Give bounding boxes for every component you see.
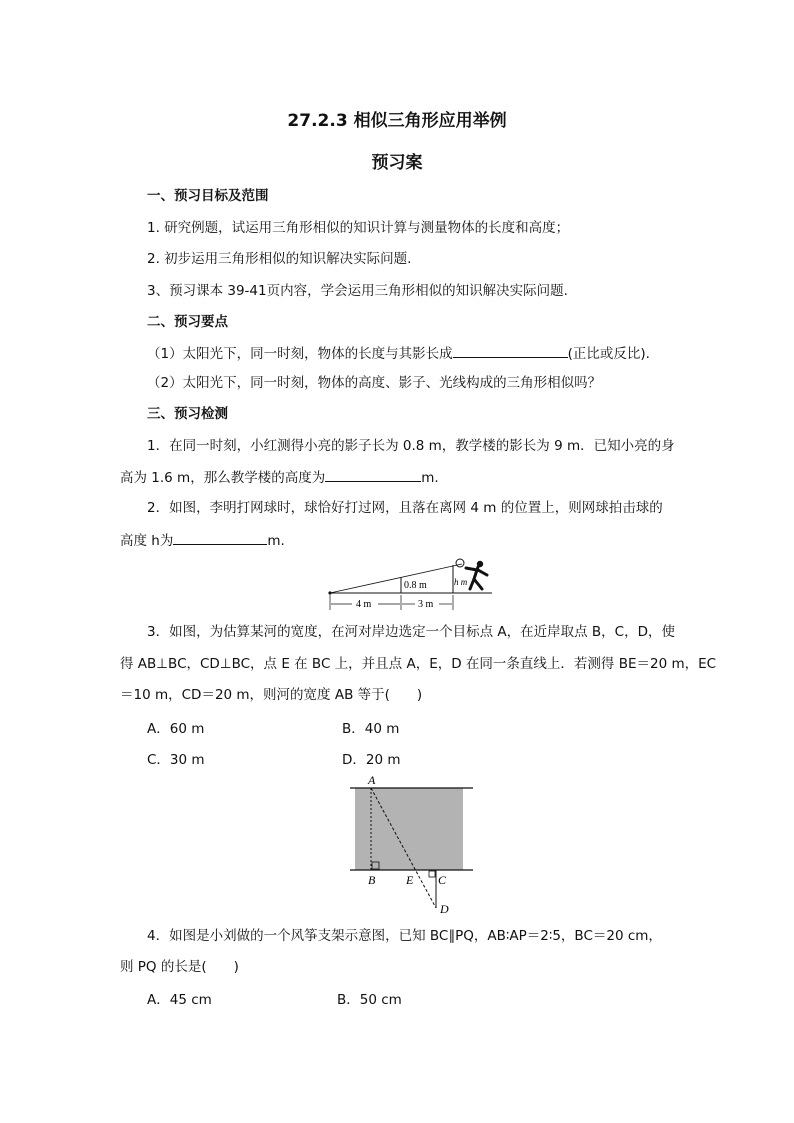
problem1-line2 — [120, 467, 680, 488]
racket-icon — [456, 559, 464, 567]
player-icon — [466, 561, 487, 589]
point-c-label: C — [438, 873, 447, 887]
page-title: 27.2.3 相似三角形应用举例 — [287, 111, 507, 131]
problem1-line1: 1．在同一时刻，小红测得小亮的影子长为 0.8 m，教学楼的影长为 9 m．已知小亮的身 — [147, 438, 675, 454]
answer-blank[interactable] — [453, 343, 568, 358]
problem2-line2 — [120, 530, 680, 551]
net-height-label: 0.8 m — [404, 580, 427, 591]
problem4-option-a[interactable]: A．45 cm — [147, 992, 212, 1008]
problem3-option-b[interactable]: B．40 m — [342, 721, 400, 737]
ball-landing-point — [328, 591, 331, 594]
problem3-option-a[interactable]: A．60 m — [147, 721, 205, 737]
problem4-line1: 4．如图是小刘做的一个风筝支架示意图，已知 BC∥PQ，AB∶AP＝2∶5，BC＝20 cm， — [147, 928, 662, 944]
problem1-unit: m. — [421, 470, 439, 486]
section1-item-3: 3、预习课本 39-41页内容，学会运用三角形相似的知识解决实际问题. — [147, 283, 568, 299]
point-b-label: B — [368, 873, 376, 887]
answer-blank[interactable] — [173, 530, 267, 545]
dim-4m: 4 m — [356, 599, 372, 610]
section3-heading: 三、预习检测 — [147, 406, 228, 422]
section2-q1-suffix: (正比或反比). — [567, 346, 650, 362]
section2-heading: 二、预习要点 — [147, 314, 228, 330]
point-e-label: E — [406, 873, 414, 887]
problem2-text: 高度 h为 — [120, 533, 174, 549]
tennis-figure — [322, 555, 502, 613]
section1-item-1: 1. 研究例题，试运用三角形相似的知识计算与测量物体的长度和高度； — [147, 220, 570, 236]
section1-item-2: 2. 初步运用三角形相似的知识解决实际问题. — [147, 251, 412, 267]
problem3-line1: 3．如图，为估算某河的宽度，在河对岸边选定一个目标点 A，在近岸取点 B，C，D，使 — [147, 624, 675, 640]
point-a-label: A — [368, 773, 376, 787]
h-label: h m — [454, 577, 468, 587]
section2-q2: （2）太阳光下，同一时刻，物体的高度、影子、光线构成的三角形相似吗？ — [147, 375, 602, 391]
dim-3m: 3 m — [418, 599, 434, 610]
ball-path — [330, 564, 462, 593]
problem3-line3: ＝10 m，CD＝20 m，则河的宽度 AB 等于( ) — [120, 687, 423, 703]
page-subtitle: 预习案 — [371, 153, 423, 173]
river-figure — [340, 772, 480, 917]
problem1-text: 高为 1.6 m，那么教学楼的高度为 — [120, 470, 326, 486]
right-angle-c — [429, 871, 435, 877]
section1-heading: 一、预习目标及范围 — [147, 188, 269, 204]
problem2-unit: m. — [267, 533, 285, 549]
problem3-option-d[interactable]: D．20 m — [342, 752, 401, 768]
problem3-line2: 得 AB⊥BC，CD⊥BC，点 E 在 BC 上，并且点 A，E，D 在同一条直线上．若测得 BE＝20 m，EC — [120, 656, 717, 672]
problem4-option-b[interactable]: B．50 cm — [337, 992, 402, 1008]
section2-q1 — [147, 343, 707, 364]
answer-blank[interactable] — [325, 467, 421, 482]
problem4-line2: 则 PQ 的长是( ) — [120, 959, 239, 975]
problem3-option-c[interactable]: C．30 m — [147, 752, 205, 768]
problem2-line1: 2．如图，李明打网球时，球恰好打过网，且落在离网 4 m 的位置上，则网球拍击球的 — [147, 500, 663, 516]
section2-q1-text: （1）太阳光下，同一时刻，物体的长度与其影长成 — [147, 346, 453, 362]
point-d-label: D — [440, 902, 449, 916]
